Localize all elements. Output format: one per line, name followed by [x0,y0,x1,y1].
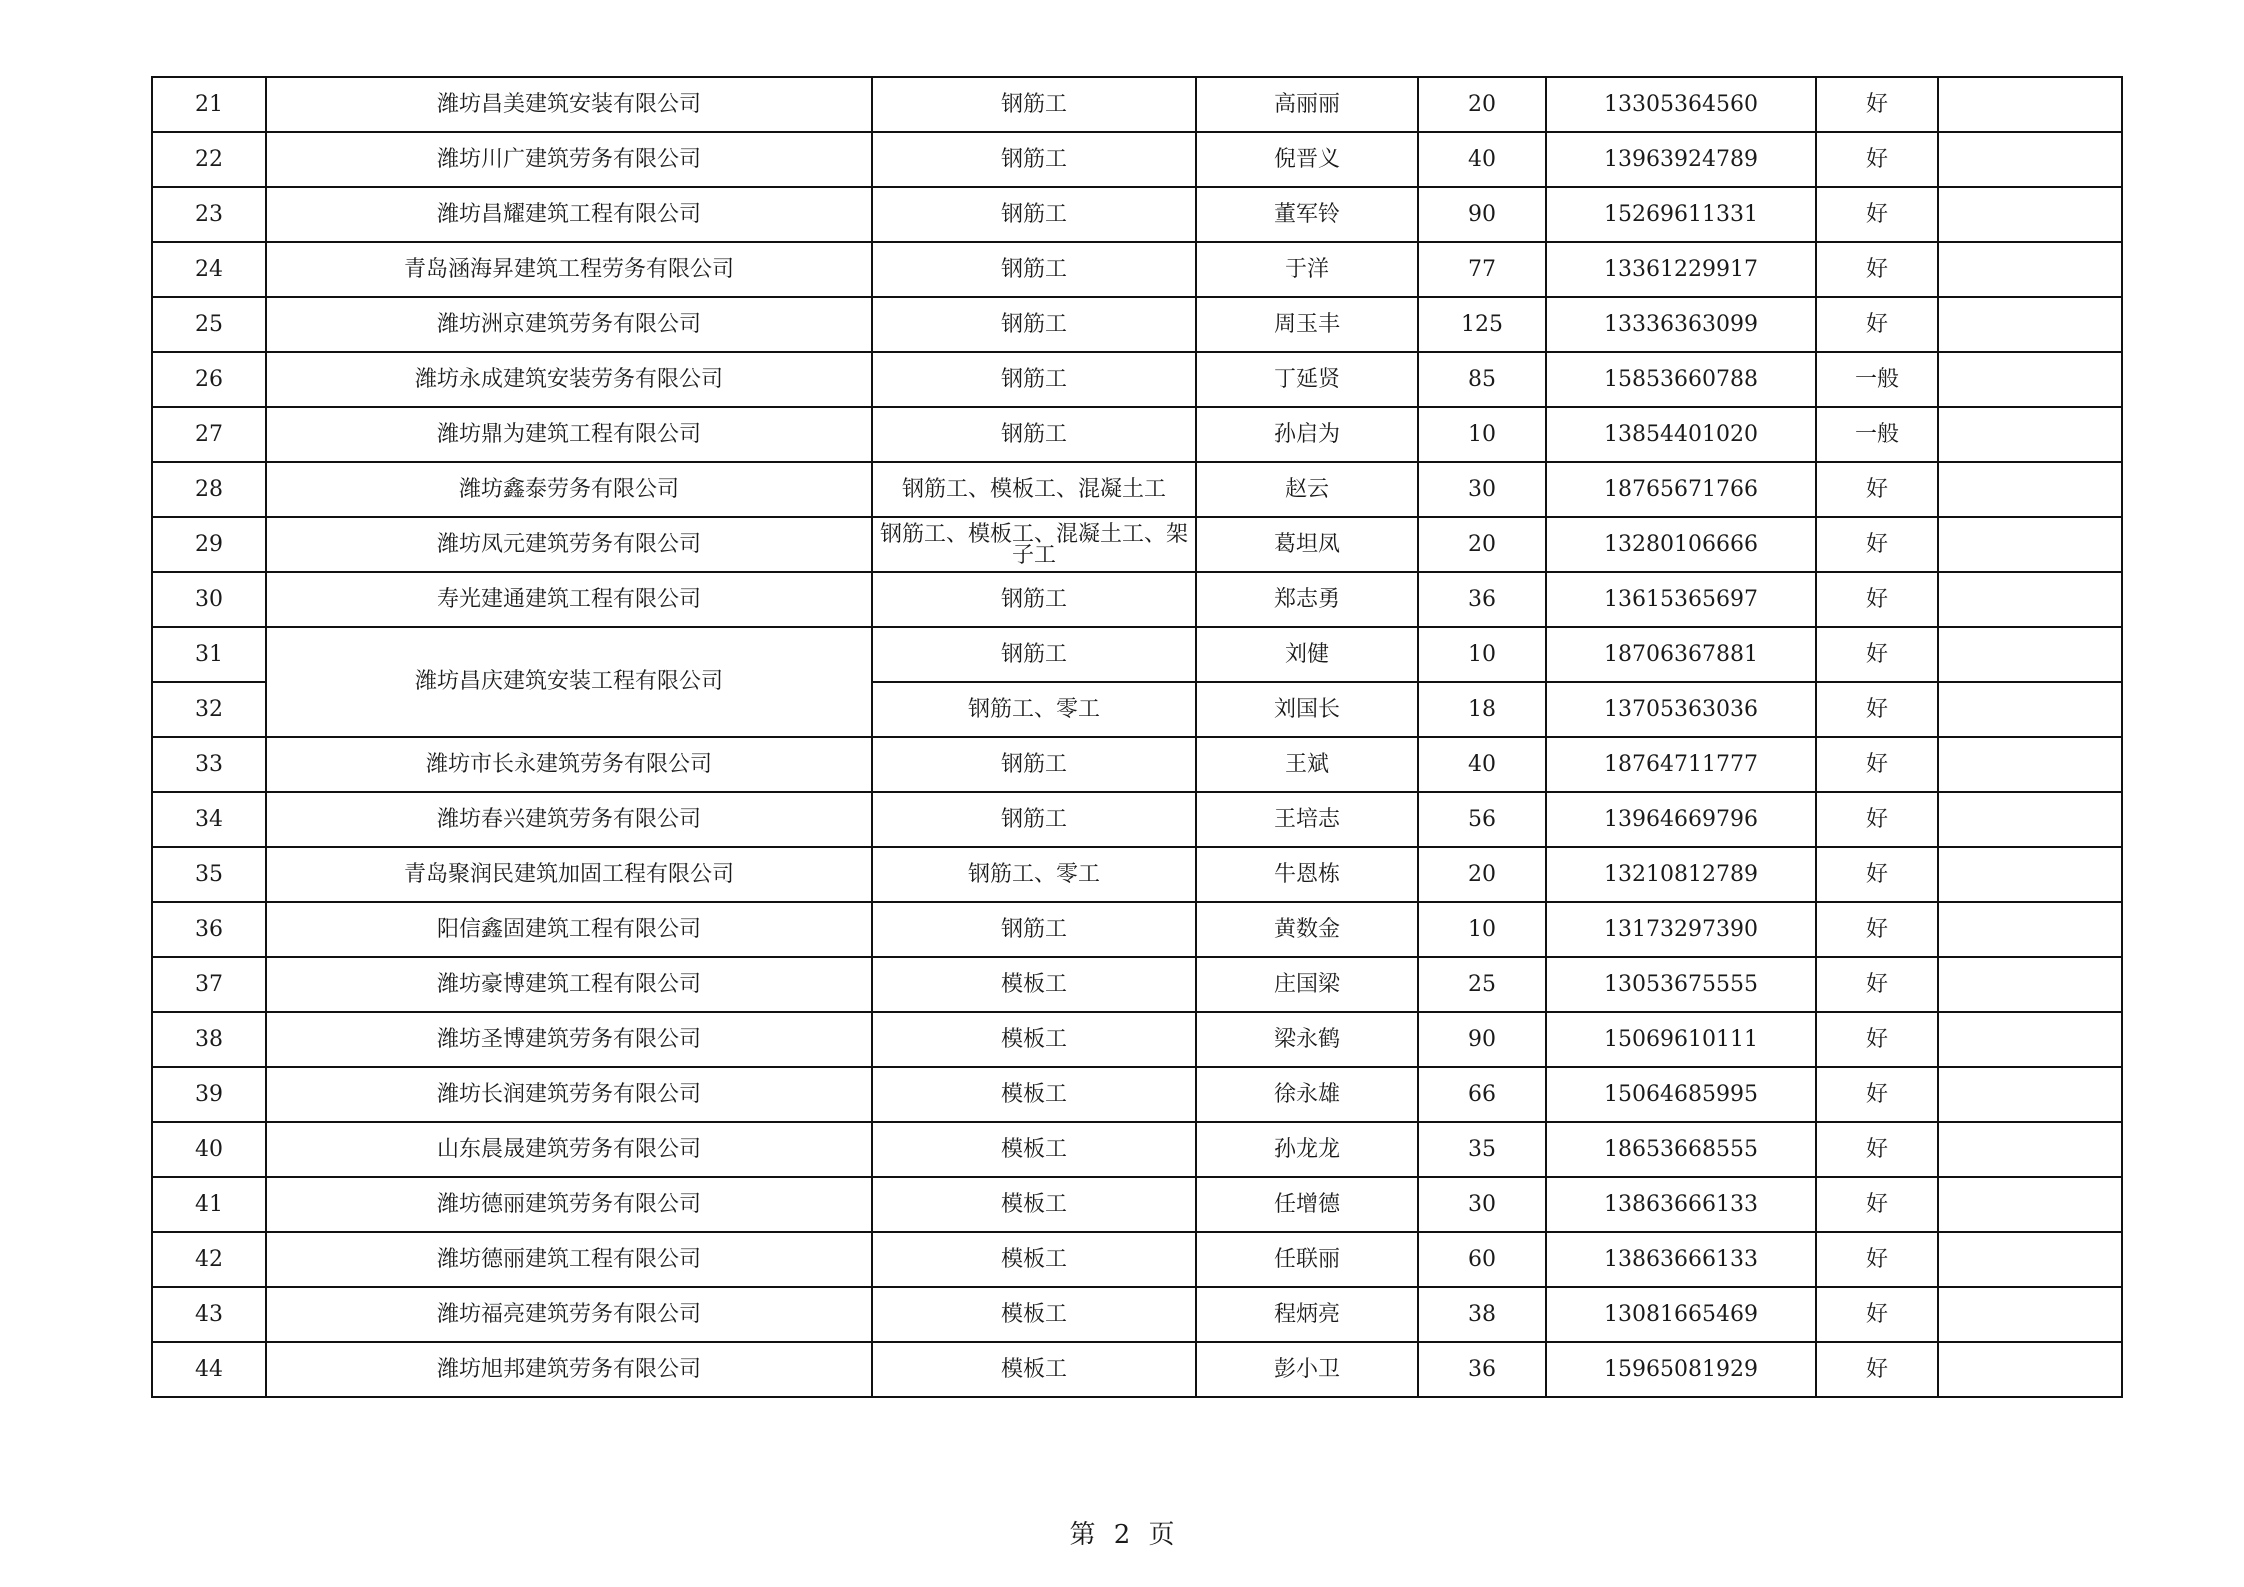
remark-cell [1938,1177,2122,1232]
table-row [152,517,2122,572]
row-number-cell: 33 [152,737,266,792]
remark-cell [1938,517,2122,572]
table-row [152,957,2122,1012]
row-number-cell: 29 [152,517,266,572]
table-row [152,1067,2122,1122]
table-body [152,77,2122,1397]
row-number-cell: 37 [152,957,266,1012]
contact-person-cell: 任增德 [1196,1177,1418,1232]
company-name-cell: 潍坊昌美建筑安装有限公司 [266,77,872,132]
table-row [152,407,2122,462]
company-name-cell: 潍坊市长永建筑劳务有限公司 [266,737,872,792]
contact-person-cell: 梁永鹤 [1196,1012,1418,1067]
trade-type-cell: 钢筋工 [872,792,1196,847]
trade-type-cell: 钢筋工、模板工、混凝土工、架子工 [872,517,1196,572]
phone-number-cell: 13173297390 [1546,902,1816,957]
worker-count-cell: 90 [1418,187,1546,242]
row-number-cell: 32 [152,682,266,737]
phone-number-cell: 13210812789 [1546,847,1816,902]
contact-person-cell: 牛恩栋 [1196,847,1418,902]
phone-number-cell: 13361229917 [1546,242,1816,297]
worker-count-cell: 40 [1418,737,1546,792]
table-row [152,1342,2122,1397]
trade-type-cell: 模板工 [872,1232,1196,1287]
trade-type-cell: 钢筋工 [872,297,1196,352]
row-number-cell: 44 [152,1342,266,1397]
remark-cell [1938,1122,2122,1177]
company-name-cell: 潍坊川广建筑劳务有限公司 [266,132,872,187]
worker-count-cell: 60 [1418,1232,1546,1287]
worker-count-cell: 25 [1418,957,1546,1012]
trade-type-cell: 钢筋工 [872,902,1196,957]
row-number-cell: 28 [152,462,266,517]
contact-person-cell: 刘国长 [1196,682,1418,737]
rating-cell: 好 [1816,1012,1938,1067]
contact-person-cell: 程炳亮 [1196,1287,1418,1342]
phone-number-cell: 13863666133 [1546,1232,1816,1287]
phone-number-cell: 15853660788 [1546,352,1816,407]
phone-number-cell: 15269611331 [1546,187,1816,242]
rating-cell: 好 [1816,1287,1938,1342]
company-name-cell: 潍坊凤元建筑劳务有限公司 [266,517,872,572]
row-number-cell: 21 [152,77,266,132]
worker-count-cell: 40 [1418,132,1546,187]
company-name-cell: 青岛聚润民建筑加固工程有限公司 [266,847,872,902]
row-number-cell: 30 [152,572,266,627]
trade-type-cell: 钢筋工 [872,572,1196,627]
phone-number-cell: 13854401020 [1546,407,1816,462]
contact-person-cell: 葛坦凤 [1196,517,1418,572]
remark-cell [1938,902,2122,957]
table-row [152,1012,2122,1067]
contact-person-cell: 王培志 [1196,792,1418,847]
contact-person-cell: 任联丽 [1196,1232,1418,1287]
remark-cell [1938,1067,2122,1122]
company-name-cell: 潍坊鼎为建筑工程有限公司 [266,407,872,462]
trade-type-cell: 模板工 [872,1287,1196,1342]
phone-number-cell: 13615365697 [1546,572,1816,627]
contact-person-cell: 郑志勇 [1196,572,1418,627]
trade-type-cell: 钢筋工 [872,77,1196,132]
table-row [152,1177,2122,1232]
phone-number-cell: 13053675555 [1546,957,1816,1012]
contact-person-cell: 徐永雄 [1196,1067,1418,1122]
contact-person-cell: 孙龙龙 [1196,1122,1418,1177]
table-row [152,462,2122,517]
phone-number-cell: 13081665469 [1546,1287,1816,1342]
remark-cell [1938,957,2122,1012]
phone-number-cell: 13280106666 [1546,517,1816,572]
table-row [152,132,2122,187]
company-name-cell: 潍坊昌庆建筑安装工程有限公司 [266,627,872,737]
remark-cell [1938,132,2122,187]
company-name-cell: 潍坊福亮建筑劳务有限公司 [266,1287,872,1342]
rating-cell: 好 [1816,737,1938,792]
table-row [152,627,2122,682]
trade-type-cell: 钢筋工 [872,242,1196,297]
row-number-cell: 42 [152,1232,266,1287]
worker-count-cell: 30 [1418,1177,1546,1232]
worker-count-cell: 10 [1418,902,1546,957]
table-row [152,902,2122,957]
worker-count-cell: 56 [1418,792,1546,847]
table-row [152,297,2122,352]
company-name-cell: 阳信鑫固建筑工程有限公司 [266,902,872,957]
rating-cell: 好 [1816,297,1938,352]
remark-cell [1938,1232,2122,1287]
remark-cell [1938,242,2122,297]
table-row [152,572,2122,627]
worker-count-cell: 90 [1418,1012,1546,1067]
contact-person-cell: 丁延贤 [1196,352,1418,407]
rating-cell: 好 [1816,187,1938,242]
contractor-table [151,76,2123,1398]
worker-count-cell: 20 [1418,517,1546,572]
row-number-cell: 38 [152,1012,266,1067]
row-number-cell: 25 [152,297,266,352]
page-number: 第 2 页 [1069,1520,1175,1550]
remark-cell [1938,1342,2122,1397]
row-number-cell: 27 [152,407,266,462]
worker-count-cell: 66 [1418,1067,1546,1122]
remark-cell [1938,352,2122,407]
contact-person-cell: 倪晋义 [1196,132,1418,187]
remark-cell [1938,737,2122,792]
contact-person-cell: 董军铃 [1196,187,1418,242]
worker-count-cell: 85 [1418,352,1546,407]
contact-person-cell: 刘健 [1196,627,1418,682]
company-name-cell: 潍坊永成建筑安装劳务有限公司 [266,352,872,407]
row-number-cell: 35 [152,847,266,902]
remark-cell [1938,407,2122,462]
contact-person-cell: 孙启为 [1196,407,1418,462]
row-number-cell: 39 [152,1067,266,1122]
contact-person-cell: 王斌 [1196,737,1418,792]
row-number-cell: 23 [152,187,266,242]
phone-number-cell: 15965081929 [1546,1342,1816,1397]
worker-count-cell: 18 [1418,682,1546,737]
table-row [152,737,2122,792]
worker-count-cell: 77 [1418,242,1546,297]
remark-cell [1938,462,2122,517]
phone-number-cell: 15064685995 [1546,1067,1816,1122]
phone-number-cell: 13963924789 [1546,132,1816,187]
rating-cell: 好 [1816,1232,1938,1287]
trade-type-cell: 钢筋工、模板工、混凝土工 [872,462,1196,517]
phone-number-cell: 13964669796 [1546,792,1816,847]
rating-cell: 一般 [1816,407,1938,462]
worker-count-cell: 35 [1418,1122,1546,1177]
contact-person-cell: 高丽丽 [1196,77,1418,132]
contact-person-cell: 黄数金 [1196,902,1418,957]
worker-count-cell: 38 [1418,1287,1546,1342]
remark-cell [1938,77,2122,132]
company-name-cell: 潍坊长润建筑劳务有限公司 [266,1067,872,1122]
table-row [152,352,2122,407]
remark-cell [1938,1287,2122,1342]
remark-cell [1938,792,2122,847]
company-name-cell: 潍坊鑫泰劳务有限公司 [266,462,872,517]
worker-count-cell: 30 [1418,462,1546,517]
phone-number-cell: 13305364560 [1546,77,1816,132]
row-number-cell: 24 [152,242,266,297]
rating-cell: 好 [1816,572,1938,627]
rating-cell: 好 [1816,792,1938,847]
company-name-cell: 潍坊昌耀建筑工程有限公司 [266,187,872,242]
rating-cell: 好 [1816,627,1938,682]
trade-type-cell: 模板工 [872,1342,1196,1397]
remark-cell [1938,627,2122,682]
table-row [152,847,2122,902]
trade-type-cell: 钢筋工、零工 [872,847,1196,902]
remark-cell [1938,1012,2122,1067]
rating-cell: 好 [1816,847,1938,902]
rating-cell: 好 [1816,1067,1938,1122]
remark-cell [1938,682,2122,737]
row-number-cell: 26 [152,352,266,407]
row-number-cell: 22 [152,132,266,187]
worker-count-cell: 36 [1418,572,1546,627]
contact-person-cell: 赵云 [1196,462,1418,517]
rating-cell: 好 [1816,517,1938,572]
company-name-cell: 山东晨晟建筑劳务有限公司 [266,1122,872,1177]
contact-person-cell: 周玉丰 [1196,297,1418,352]
phone-number-cell: 18653668555 [1546,1122,1816,1177]
rating-cell: 好 [1816,1122,1938,1177]
phone-number-cell: 15069610111 [1546,1012,1816,1067]
table-row [152,187,2122,242]
trade-type-cell: 钢筋工 [872,132,1196,187]
table-row [152,1232,2122,1287]
rating-cell: 好 [1816,682,1938,737]
company-name-cell: 潍坊圣博建筑劳务有限公司 [266,1012,872,1067]
trade-type-cell: 模板工 [872,1122,1196,1177]
table-row [152,242,2122,297]
rating-cell: 好 [1816,902,1938,957]
row-number-cell: 40 [152,1122,266,1177]
company-name-cell: 潍坊洲京建筑劳务有限公司 [266,297,872,352]
rating-cell: 好 [1816,957,1938,1012]
rating-cell: 好 [1816,1177,1938,1232]
phone-number-cell: 18764711777 [1546,737,1816,792]
company-name-cell: 寿光建通建筑工程有限公司 [266,572,872,627]
contact-person-cell: 庄国梁 [1196,957,1418,1012]
rating-cell: 一般 [1816,352,1938,407]
company-name-cell: 青岛涵海昇建筑工程劳务有限公司 [266,242,872,297]
trade-type-cell: 模板工 [872,1012,1196,1067]
company-name-cell: 潍坊春兴建筑劳务有限公司 [266,792,872,847]
trade-type-cell: 钢筋工、零工 [872,682,1196,737]
rating-cell: 好 [1816,462,1938,517]
phone-number-cell: 18765671766 [1546,462,1816,517]
company-name-cell: 潍坊豪博建筑工程有限公司 [266,957,872,1012]
row-number-cell: 41 [152,1177,266,1232]
row-number-cell: 31 [152,627,266,682]
worker-count-cell: 20 [1418,847,1546,902]
phone-number-cell: 13336363099 [1546,297,1816,352]
worker-count-cell: 36 [1418,1342,1546,1397]
contact-person-cell: 于洋 [1196,242,1418,297]
phone-number-cell: 13863666133 [1546,1177,1816,1232]
rating-cell: 好 [1816,1342,1938,1397]
trade-type-cell: 钢筋工 [872,352,1196,407]
company-name-cell: 潍坊德丽建筑工程有限公司 [266,1232,872,1287]
phone-number-cell: 18706367881 [1546,627,1816,682]
remark-cell [1938,572,2122,627]
table-row [152,1287,2122,1342]
trade-type-cell: 模板工 [872,957,1196,1012]
trade-type-cell: 钢筋工 [872,627,1196,682]
table-row [152,792,2122,847]
trade-type-cell: 钢筋工 [872,407,1196,462]
worker-count-cell: 10 [1418,407,1546,462]
remark-cell [1938,187,2122,242]
table-row [152,1122,2122,1177]
rating-cell: 好 [1816,242,1938,297]
row-number-cell: 34 [152,792,266,847]
rating-cell: 好 [1816,132,1938,187]
company-name-cell: 潍坊旭邦建筑劳务有限公司 [266,1342,872,1397]
trade-type-cell: 模板工 [872,1177,1196,1232]
phone-number-cell: 13705363036 [1546,682,1816,737]
rating-cell: 好 [1816,77,1938,132]
trade-type-cell: 模板工 [872,1067,1196,1122]
company-name-cell: 潍坊德丽建筑劳务有限公司 [266,1177,872,1232]
remark-cell [1938,297,2122,352]
worker-count-cell: 20 [1418,77,1546,132]
trade-type-cell: 钢筋工 [872,187,1196,242]
table-row [152,77,2122,132]
worker-count-cell: 125 [1418,297,1546,352]
trade-type-cell: 钢筋工 [872,737,1196,792]
worker-count-cell: 10 [1418,627,1546,682]
row-number-cell: 43 [152,1287,266,1342]
row-number-cell: 36 [152,902,266,957]
remark-cell [1938,847,2122,902]
contact-person-cell: 彭小卫 [1196,1342,1418,1397]
